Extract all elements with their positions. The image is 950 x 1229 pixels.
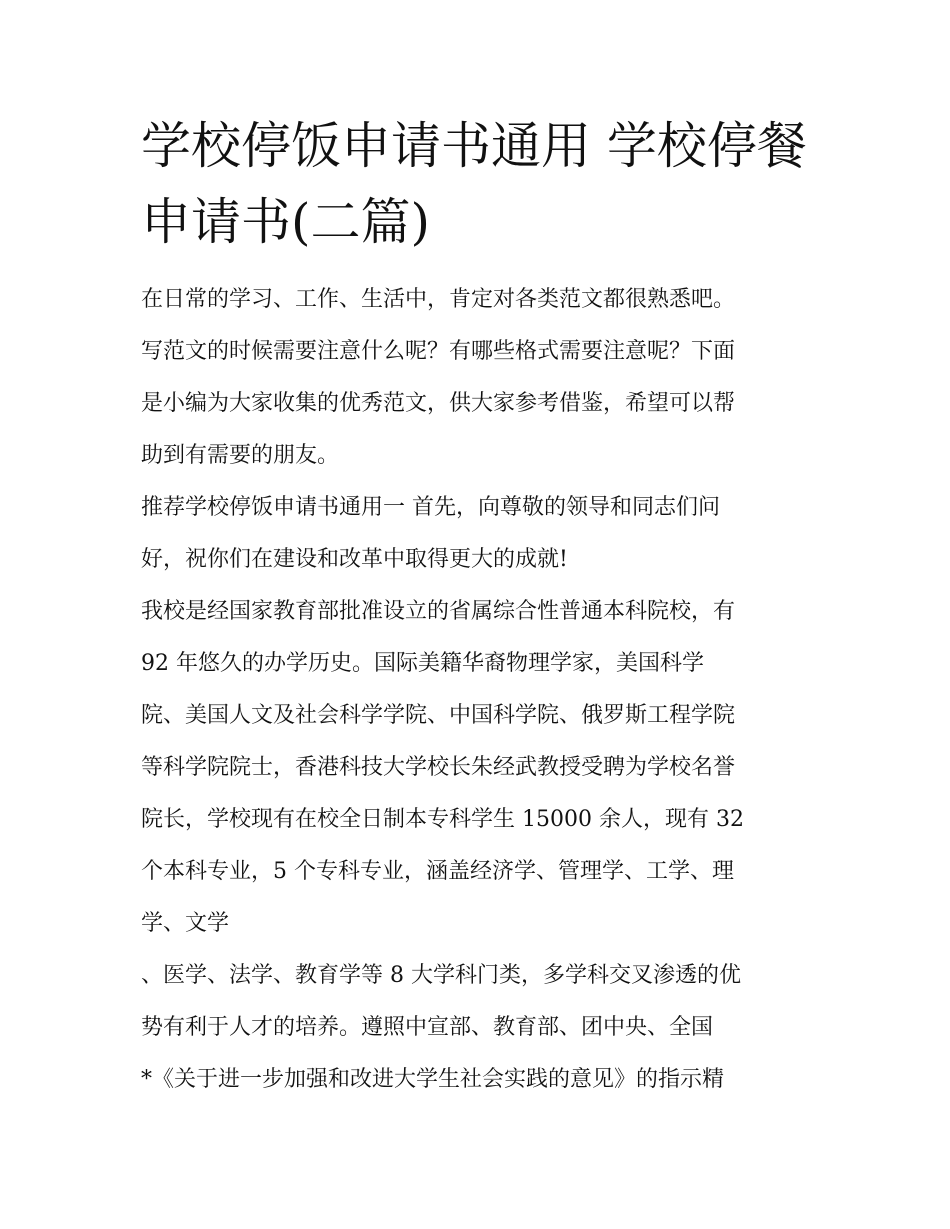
body-line: 在日常的学习、工作、生活中，肯定对各类范文都很熟悉吧。: [141, 287, 736, 312]
body-line: 个本科专业，5 个专科专业，涵盖经济学、管理学、工学、理: [141, 859, 734, 884]
body-line: 学、文学: [141, 911, 230, 936]
body-line: 写范文的时候需要注意什么呢？有哪些格式需要注意呢？下面: [141, 339, 736, 364]
title-line: 申请书(二篇): [141, 193, 431, 251]
body-line: 是小编为大家收集的优秀范文，供大家参考借鉴，希望可以帮: [141, 391, 736, 416]
body-line: 、医学、法学、教育学等 8 大学科门类，多学科交叉渗透的优: [141, 963, 741, 988]
title-line: 学校停饭申请书通用 学校停餐: [141, 117, 807, 175]
body-line: 势有利于人才的培养。遵照中宣部、教育部、团中央、全国: [141, 1015, 714, 1040]
body-line: *《关于进一步加强和改进大学生社会实践的意见》的指示精: [141, 1067, 725, 1092]
document-body: [141, 280, 821, 1112]
document-title: [141, 108, 821, 260]
body-line: 助到有需要的朋友。: [141, 443, 340, 468]
body-line: 等科学院院士，香港科技大学校长朱经武教授受聘为学校名誉: [141, 755, 736, 780]
body-line: 推荐学校停饭申请书通用一 首先，向尊敬的领导和同志们问: [141, 495, 720, 520]
body-line: 我校是经国家教育部批准设立的省属综合性普通本科院校，有: [141, 599, 736, 624]
body-line: 院、美国人文及社会科学学院、中国科学院、俄罗斯工程学院: [141, 703, 736, 728]
body-line: 好，祝你们在建设和改革中取得更大的成就!: [141, 547, 568, 572]
body-line: 92 年悠久的办学历史。国际美籍华裔物理学家，美国科学: [141, 651, 704, 676]
body-line: 院长，学校现有在校全日制本专科学生 15000 余人，现有 32: [141, 807, 744, 832]
